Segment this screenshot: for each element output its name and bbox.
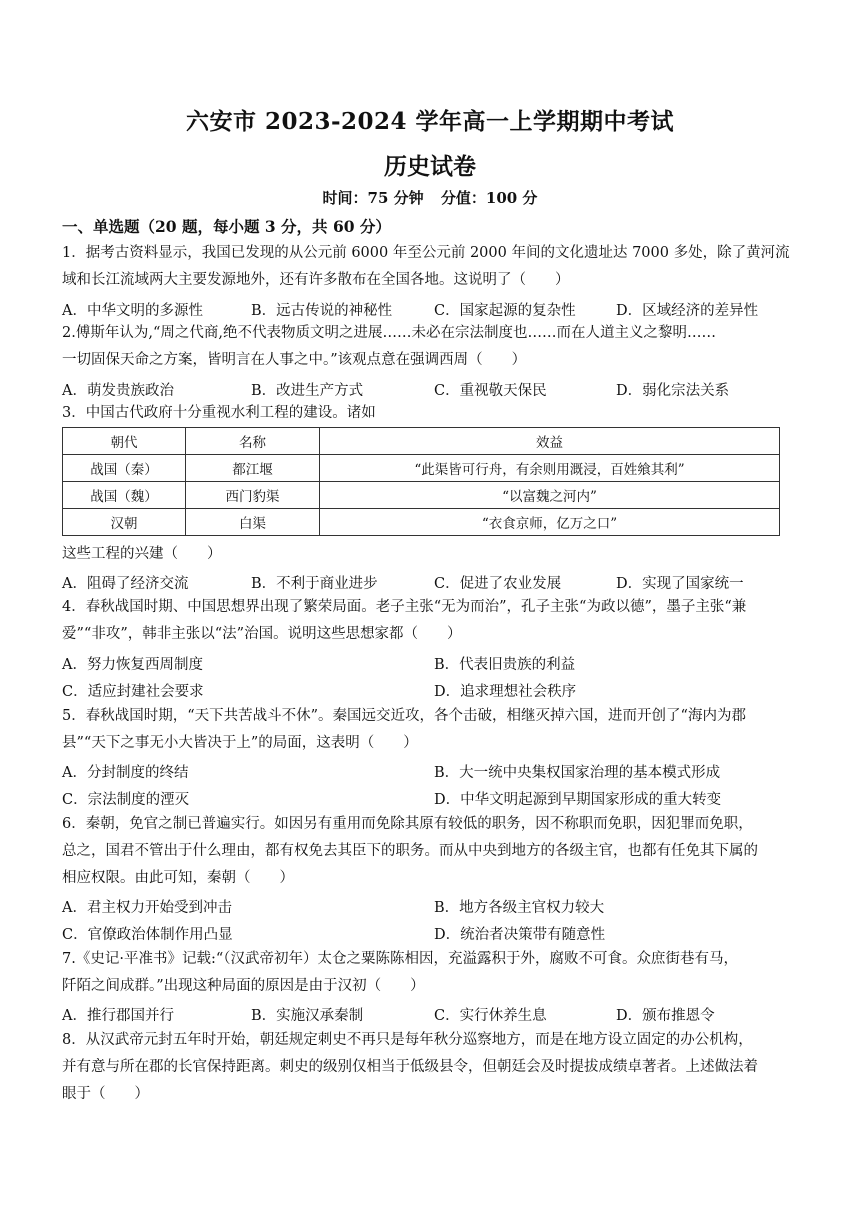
q4-option-c: C．适应封建社会要求: [62, 684, 204, 700]
exam-subtitle: 历史试卷: [384, 153, 476, 180]
q2-line-1: 2.傅斯年认为,“周之代商,绝不代表物质文明之进展……未必在宗法制度也……而在人道主义之黎明……: [62, 325, 716, 341]
q3-option-b: B．不利于商业进步: [251, 576, 378, 592]
q1-option-c: C．国家起源的复杂性: [434, 303, 576, 319]
q7-option-d: D．颁布推恩令: [616, 1008, 715, 1024]
table-cell: 战国（魏）: [63, 482, 186, 509]
q4-option-a: A．努力恢复西周制度: [62, 657, 203, 673]
q3-option-d: D．实现了国家统一: [616, 576, 744, 592]
q5-line-1: 5．春秋战国时期，“天下共苦战斗不休”。秦国远交近攻，各个击破，相继灭掉六国，进而开创了“海内为郡: [62, 708, 746, 724]
q4-option-b: B．代表旧贵族的利益: [434, 657, 576, 673]
table-header-row: [63, 428, 780, 455]
q7-line-1: 7.《史记·平准书》记载:“（汉武帝初年）太仓之粟陈陈相因，充溢露积于外，腐败不可食。众庶街巷有马，: [62, 951, 738, 967]
table-cell: 都江堰: [186, 455, 320, 482]
table-cell: 汉朝: [63, 509, 186, 536]
q5-option-b: B．大一统中央集权国家治理的基本模式形成: [434, 765, 721, 781]
table-cell: “衣食京师，亿万之口”: [320, 509, 780, 536]
q1-option-b: B．远古传说的神秘性: [251, 303, 393, 319]
q3-line-2: 这些工程的兴建（ ）: [62, 546, 222, 562]
q8-line-2: 并有意与所在郡的长官保持距离。刺史的级别仅相当于低级县令，但朝廷会及时提拔成绩卓著者。上述做法着: [62, 1059, 758, 1075]
table-row: [63, 482, 780, 509]
q6-option-a: A．君主权力开始受到冲击: [62, 900, 232, 916]
table-header-cell: 名称: [186, 428, 320, 455]
q7-option-b: B．实施汉承秦制: [251, 1008, 364, 1024]
exam-score: 分值：100 分: [440, 189, 538, 207]
q1-option-a: A．中华文明的多源性: [62, 303, 203, 319]
table-row: [63, 509, 780, 536]
table-cell: “此渠皆可行舟，有余则用溉浸，百姓飨其利”: [320, 455, 780, 482]
q7-option-c: C．实行休养生息: [434, 1008, 547, 1024]
q5-option-d: D．中华文明起源到早期国家形成的重大转变: [434, 792, 722, 808]
table-cell: 战国（秦）: [63, 455, 186, 482]
q2-option-d: D．弱化宗法关系: [616, 383, 730, 399]
table-row: [63, 455, 780, 482]
exam-title: 六安市 2023-2024 学年高一上学期期中考试: [185, 108, 675, 135]
q1-line-2: 域和长江流域两大主要发源地外，还有许多散布在全国各地。这说明了（ ）: [62, 272, 570, 288]
table-header-cell: 朝代: [63, 428, 186, 455]
q3-option-a: A．阻碍了经济交流: [62, 576, 189, 592]
q4-line-2: 爱”“非攻”，韩非主张以“法”治国。说明这些思想家都（ ）: [62, 626, 462, 642]
q8-line-1: 8．从汉武帝元封五年时开始，朝廷规定刺史不再只是每年秋分巡察地方，而是在地方设立固定的办公机构，: [62, 1032, 753, 1048]
q8-line-3: 眼于（ ）: [62, 1086, 149, 1102]
q4-line-1: 4．春秋战国时期、中国思想界出现了繁荣局面。老子主张“无为而治”，孔子主张“为政以德”，墨子主张“兼: [62, 599, 747, 615]
q6-option-b: B．地方各级主官权力较大: [434, 900, 605, 916]
q6-option-c: C．官僚政治体制作用凸显: [62, 927, 233, 943]
q2-option-b: B．改进生产方式: [251, 383, 364, 399]
q3-option-c: C．促进了农业发展: [434, 576, 562, 592]
q3-line-1: 3．中国古代政府十分重视水利工程的建设。诸如: [62, 405, 376, 421]
irrigation-table: [62, 427, 780, 536]
q1-option-d: D．区域经济的差异性: [616, 303, 759, 319]
q2-option-c: C．重视敬天保民: [434, 383, 547, 399]
table-header-cell: 效益: [320, 428, 780, 455]
q7-option-a: A．推行郡国并行: [62, 1008, 174, 1024]
q2-line-2: 一切固保天命之方案，皆明言在人事之中。”该观点意在强调西周（ ）: [62, 352, 527, 368]
q4-option-d: D．追求理想社会秩序: [434, 684, 577, 700]
section-heading: 一、单选题（20 题，每小题 3 分，共 60 分）: [62, 217, 391, 236]
table-cell: “以富魏之河内”: [320, 482, 780, 509]
q7-line-2: 阡陌之间成群。”出现这种局面的原因是由于汉初（ ）: [62, 978, 425, 994]
q5-line-2: 县”“天下之事无小大皆决于上”的局面，这表明（ ）: [62, 735, 418, 751]
q6-line-1: 6．秦朝，免官之制已普遍实行。如因另有重用而免除其原有较低的职务，因不称职而免职，因犯罪而免职，: [62, 816, 753, 832]
q6-line-2: 总之，国君不管出于什么理由，都有权免去其臣下的职务。而从中央到地方的各级主官，也都有任免其下属的: [62, 843, 758, 859]
table-cell: 西门豹渠: [186, 482, 320, 509]
exam-time: 时间：75 分钟: [322, 189, 424, 207]
q6-option-d: D．统治者决策带有随意性: [434, 927, 606, 943]
exam-meta: [0, 187, 860, 208]
q2-option-a: A．萌发贵族政治: [62, 383, 174, 399]
table-cell: 白渠: [186, 509, 320, 536]
q5-option-c: C．宗法制度的湮灭: [62, 792, 190, 808]
q5-option-a: A．分封制度的终结: [62, 765, 189, 781]
q1-line-1: 1．据考古资料显示，我国已发现的从公元前 6000 年至公元前 2000 年间的文化遗址达 7000 多处，除了黄河流: [62, 245, 790, 261]
q6-line-3: 相应权限。由此可知，秦朝（ ）: [62, 870, 294, 886]
